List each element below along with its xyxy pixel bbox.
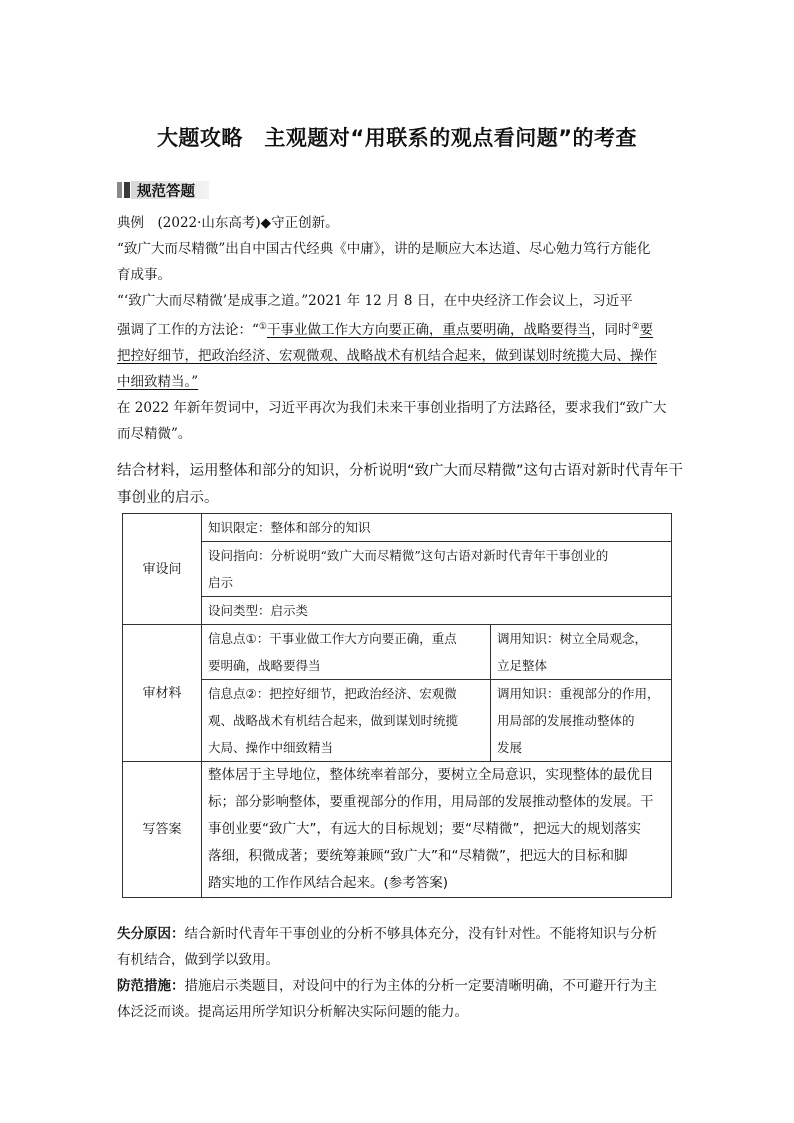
loss-reason-line-1: 失分原因：结合新时代青年干事创业的分析不够具体充分，没有针对性。不能将知识与分析 xyxy=(117,926,657,942)
paragraph-2-line-2: 强调了工作的方法论：“①干事业做工作大方向要正确，重点要明确，战略要得当，同时②要 xyxy=(117,322,654,338)
prevention-line-1: 防范措施：措施启示类题目，对设问中的行为主体的分析一定要清晰明确，不可避开行为主 xyxy=(117,978,657,994)
loss-reason-line-2: 有机结合，做到学以致用。 xyxy=(117,952,279,968)
row-head-xie-da-an: 写答案 xyxy=(123,762,202,898)
prevention-line-2: 体泛泛而谈。提高运用所学知识分析解决实际问题的能力。 xyxy=(117,1004,468,1020)
row-head-shen-she-wen: 审设问 xyxy=(123,514,202,625)
section-header xyxy=(117,178,207,202)
paragraph-2-line-1: “‘致广大而尽精微’是成事之道。”2021 年 12 月 8 日，在中央经济工作会议上，习近平 xyxy=(117,293,633,309)
section-label: 规范答题 xyxy=(137,184,195,200)
paragraph-1-line-1: “致广大而尽精微”出自中国古代经典《中庸》，讲的是顺应大本达道、尽心勉力笃行方能化 xyxy=(117,241,651,257)
paragraph-3-line-2: 而尽精微”。 xyxy=(117,426,192,442)
use-knowledge-1-cell: 调用知识：树立全局观念， 立足整体 xyxy=(491,625,672,680)
info-point-2-cell: 信息点②：把控好细节，把政治经济、宏观微 观、战略战术有机结合起来，做到谋划时统揽 大局、操作中细致精当 xyxy=(202,680,491,762)
example-head: 典例 (2022·山东高考)◆守正创新。 xyxy=(117,215,339,231)
question-prompt: 结合材料，运用整体和部分的知识，分析说明“致广大而尽精微”这句古语对新时代青年干 事创业的启示。 xyxy=(117,463,684,506)
knowledge-limit-cell: 知识限定：整体和部分的知识 xyxy=(202,514,672,542)
underlined-point-2b: 把控好细节，把政治经济、宏观微观、战略战术有机结合起来，做到谋划时统揽大局、操作 xyxy=(117,348,657,364)
section-marker-icon xyxy=(117,182,131,198)
direction-cell: 设问指向：分析说明“致广大而尽精微”这句古语对新时代青年干事创业的 启示 xyxy=(202,542,672,597)
analysis-table xyxy=(122,513,672,898)
page-title: 大题攻略 主观题对“用联系的观点看问题”的考查 xyxy=(156,126,638,150)
paragraph-1-line-2: 育成事。 xyxy=(117,267,171,283)
underlined-point-2a: 要 xyxy=(639,322,654,338)
use-knowledge-2-cell: 调用知识：重视部分的作用， 用局部的发展推动整体的 发展 xyxy=(491,680,672,762)
answer-cell: 整体居于主导地位，整体统率着部分，要树立全局意识，实现整体的最优目 标；部分影响整体，要重视部分的作用，用局部的发展推动整体的发展。干 事创业要“致广大”，有远大的目标规划；要“尽精微”，把远大的规划落实 落细，积微成著；要统筹兼顾“致广大”和“尽精微”，把远大的目标和脚 踏实地的工作作风结合起来。(参考答案) xyxy=(202,762,672,898)
info-point-1-cell: 信息点①：干事业做工作大方向要正确，重点 要明确，战略要得当 xyxy=(202,625,491,680)
circled-two-marker: ② xyxy=(631,322,640,332)
circled-one-marker: ① xyxy=(258,322,267,332)
row-head-shen-cai-liao: 审材料 xyxy=(123,625,202,762)
example-material xyxy=(117,210,679,447)
question-type-cell: 设问类型：启示类 xyxy=(202,597,672,625)
notes-section xyxy=(117,921,679,1025)
paragraph-3-line-1: 在 2022 年新年贺词中，习近平再次为我们未来干事创业指明了方法路径，要求我们“致广大 xyxy=(117,400,667,416)
underlined-point-2c: 中细致精当。” xyxy=(117,374,199,390)
underlined-point-1: 干事业做工作大方向要正确，重点要明确，战略要得当 xyxy=(266,322,591,338)
